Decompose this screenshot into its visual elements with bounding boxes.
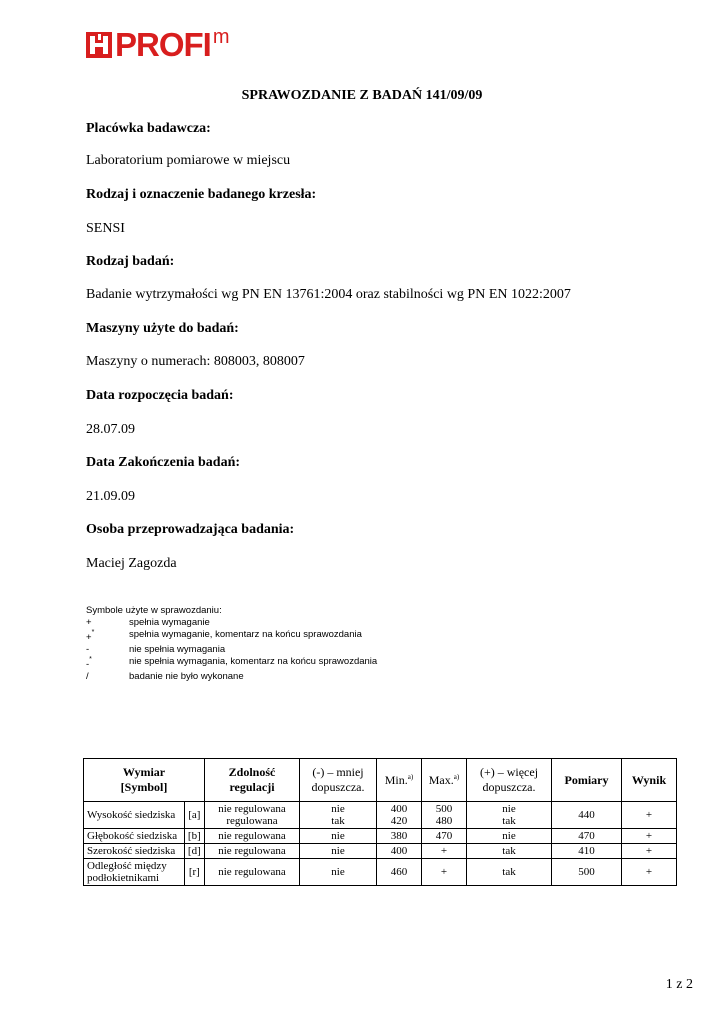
cell-result: + <box>622 859 677 886</box>
section-value-facility: Laboratorium pomiarowe w miejscu <box>86 153 291 168</box>
legend-item <box>86 644 377 656</box>
section-value-end-date: 21.09.09 <box>86 489 135 504</box>
legend-star: * <box>91 629 95 636</box>
header-minus-allowed: (-) – mniej dopuszcza. <box>300 759 377 802</box>
cell-adjustability: nie regulowana <box>205 844 300 859</box>
section-label-facility: Placówka badawcza: <box>86 121 211 136</box>
brand-suffix: m <box>212 26 230 48</box>
table-row <box>84 802 677 829</box>
cell-adjustability: nie regulowana <box>205 829 300 844</box>
cell-max: + <box>422 844 467 859</box>
legend-symbol: - <box>86 659 90 671</box>
profim-logo <box>86 28 230 64</box>
section-label-machines: Maszyny użyte do badań: <box>86 321 239 336</box>
legend-star: * <box>89 656 92 664</box>
section-label-person: Osoba przeprowadzająca badania: <box>86 522 295 537</box>
section-value-test-type: Badanie wytrzymałości wg PN EN 13761:2004 oraz stabilności wg PN EN 1022:2007 <box>86 287 571 302</box>
cell-minus-allowed: nie <box>300 844 377 859</box>
legend-item <box>86 671 377 683</box>
cell-symbol: [b] <box>184 829 204 844</box>
section-value-machines: Maszyny o numerach: 808003, 808007 <box>86 354 305 369</box>
brand-name: PROFI <box>115 26 211 63</box>
cell-min: 400 <box>377 844 422 859</box>
cell-symbol: [d] <box>184 844 204 859</box>
cell-dimension-name: Szerokość siedziska <box>84 844 185 859</box>
cell-plus-allowed: nie tak <box>467 802 552 829</box>
cell-result: + <box>622 802 677 829</box>
cell-min: 380 <box>377 829 422 844</box>
section-value-chair: SENSI <box>86 221 125 236</box>
legend-text: nie spełnia wymagania, komentarz na końcu sprawozdania <box>129 656 378 668</box>
table-row <box>84 859 677 886</box>
legend-item <box>86 629 377 644</box>
cell-dimension-name: Głębokość siedziska <box>84 829 185 844</box>
cell-measurement: 470 <box>552 829 622 844</box>
legend-symbol: + <box>86 617 92 628</box>
header-max: Max.$^{a)}$ <box>422 759 467 802</box>
cell-adjustability: nie regulowana regulowana <box>205 802 300 829</box>
header-min: Min.$^{a)}$ <box>377 759 422 802</box>
legend-item <box>86 617 377 629</box>
header-plus-allowed: (+) – więcej dopuszcza. <box>467 759 552 802</box>
cell-adjustability: nie regulowana <box>205 859 300 886</box>
results-table <box>83 758 677 886</box>
legend-symbol: - <box>86 644 90 656</box>
cell-result: + <box>622 829 677 844</box>
cell-measurement: 500 <box>552 859 622 886</box>
legend-symbol: + <box>86 632 92 644</box>
legend-symbol: / <box>86 671 89 683</box>
legend-text: spełnia wymaganie, komentarz na końcu sprawozdania <box>129 629 362 640</box>
legend-text: badanie nie było wykonane <box>129 671 244 683</box>
header-measurements: Pomiary <box>552 759 622 802</box>
cell-plus-allowed: tak <box>467 844 552 859</box>
table-header-row <box>84 759 677 802</box>
cell-measurement: 410 <box>552 844 622 859</box>
cell-symbol: [a] <box>184 802 204 829</box>
legend-text: nie spełnia wymagania <box>129 644 226 656</box>
cell-minus-allowed: nie tak <box>300 802 377 829</box>
section-label-end-date: Data Zakończenia badań: <box>86 455 241 470</box>
header-dimension: Wymiar [Symbol] <box>84 759 205 802</box>
cell-dimension-name: Odległość między podłokietnikami <box>84 859 185 886</box>
cell-result: + <box>622 844 677 859</box>
legend-text: spełnia wymaganie <box>129 617 210 628</box>
profim-logo-icon <box>86 32 112 58</box>
symbols-legend <box>86 605 377 683</box>
cell-max: + <box>422 859 467 886</box>
section-label-chair: Rodzaj i oznaczenie badanego krzesła: <box>86 187 317 202</box>
cell-max: 500 480 <box>422 802 467 829</box>
table-row <box>84 844 677 859</box>
section-value-person: Maciej Zagozda <box>86 556 177 571</box>
cell-minus-allowed: nie <box>300 829 377 844</box>
section-label-start-date: Data rozpoczęcia badań: <box>86 388 234 403</box>
cell-min: 400 420 <box>377 802 422 829</box>
cell-max: 470 <box>422 829 467 844</box>
cell-min: 460 <box>377 859 422 886</box>
cell-plus-allowed: nie <box>467 829 552 844</box>
cell-plus-allowed: tak <box>467 859 552 886</box>
cell-measurement: 440 <box>552 802 622 829</box>
section-value-start-date: 28.07.09 <box>86 422 135 437</box>
section-label-test-type: Rodzaj badań: <box>86 254 175 269</box>
header-result: Wynik <box>622 759 677 802</box>
legend-item <box>86 656 377 671</box>
page-number: 1 z 2 <box>665 977 693 992</box>
report-title: SPRAWOZDANIE Z BADAŃ 141/09/09 <box>241 88 483 103</box>
table-row <box>84 829 677 844</box>
legend-heading: Symbole użyte w sprawozdaniu: <box>86 605 222 616</box>
header-adjustability: Zdolność regulacji <box>205 759 300 802</box>
cell-dimension-name: Wysokość siedziska <box>84 802 185 829</box>
cell-symbol: [r] <box>184 859 204 886</box>
cell-minus-allowed: nie <box>300 859 377 886</box>
